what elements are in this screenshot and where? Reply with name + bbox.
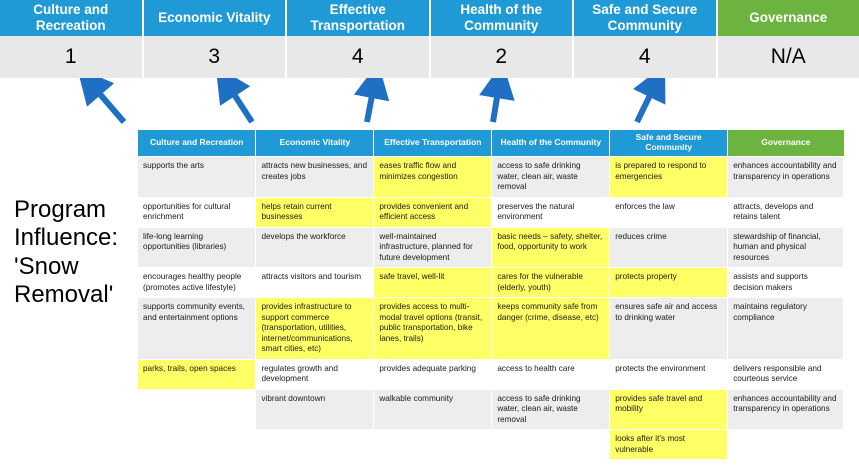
priority-header-row xyxy=(0,0,859,36)
matrix-cell: delivers responsible and courteous service xyxy=(728,359,844,389)
upward-arrow-4 xyxy=(493,85,499,122)
matrix-cell: parks, trails, open spaces xyxy=(138,359,256,389)
table-row xyxy=(138,430,844,460)
matrix-cell: assists and supports decision makers xyxy=(728,268,844,298)
score-effective-transportation: 4 xyxy=(287,36,431,78)
matrix-cell xyxy=(256,430,374,460)
matrix-col-health-of-the-community: Health of the Community xyxy=(492,130,610,157)
matrix-cell xyxy=(492,430,610,460)
score-economic-vitality: 3 xyxy=(144,36,288,78)
matrix-col-economic-vitality: Economic Vitality xyxy=(256,130,374,157)
matrix-cell: provides adequate parking xyxy=(374,359,492,389)
matrix-col-effective-transportation: Effective Transportation xyxy=(374,130,492,157)
matrix-cell: life-long learning opportunities (libraries) xyxy=(138,227,256,268)
matrix-cell: well-maintained infrastructure, planned for future development xyxy=(374,227,492,268)
matrix-header-row xyxy=(138,130,844,157)
matrix-cell: enhances accountability and transparency in operations xyxy=(728,389,844,430)
matrix-cell: is prepared to respond to emergencies xyxy=(610,157,728,198)
matrix-col-culture-and-recreation: Culture and Recreation xyxy=(138,130,256,157)
priority-header-safe-and-secure-community: Safe and Secure Community xyxy=(574,0,718,36)
table-row xyxy=(138,268,844,298)
matrix-cell: supports the arts xyxy=(138,157,256,198)
matrix-cell xyxy=(374,430,492,460)
priority-header-effective-transportation: Effective Transportation xyxy=(287,0,431,36)
matrix-col-safe-and-secure-community: Safe and Secure Community xyxy=(610,130,728,157)
matrix-cell xyxy=(138,389,256,430)
matrix-cell: enhances accountability and transparency in operations xyxy=(728,157,844,198)
matrix-cell: keeps community safe from danger (crime, disease, etc) xyxy=(492,298,610,360)
matrix-cell: provides convenient and efficient access xyxy=(374,197,492,227)
score-safe-and-secure-community: 4 xyxy=(574,36,718,78)
matrix-col-governance: Governance xyxy=(728,130,844,157)
matrix-cell: stewardship of financial, human and physical resources xyxy=(728,227,844,268)
matrix-cell: access to safe drinking water, clean air, waste removal xyxy=(492,157,610,198)
matrix-cell: provides infrastructure to support commerce (transportation, utilities, internet/communications, smart cities, etc) xyxy=(256,298,374,360)
table-row xyxy=(138,157,844,198)
matrix-cell: helps retain current businesses xyxy=(256,197,374,227)
priority-score-row xyxy=(0,36,859,78)
matrix-cell: enforces the law xyxy=(610,197,728,227)
table-row xyxy=(138,389,844,430)
matrix-cell: protects the environment xyxy=(610,359,728,389)
priority-banner xyxy=(0,0,859,78)
matrix-cell xyxy=(138,430,256,460)
upward-arrow-3 xyxy=(367,85,374,122)
matrix-cell: safe travel, well-lit xyxy=(374,268,492,298)
matrix-cell: vibrant downtown xyxy=(256,389,374,430)
matrix-cell: reduces crime xyxy=(610,227,728,268)
matrix-cell: attracts new businesses, and creates jobs xyxy=(256,157,374,198)
matrix-cell: regulates growth and development xyxy=(256,359,374,389)
matrix-cell: develops the workforce xyxy=(256,227,374,268)
matrix-cell xyxy=(728,430,844,460)
matrix-cell: maintains regulatory compliance xyxy=(728,298,844,360)
matrix-body xyxy=(138,157,844,460)
matrix-cell: cares for the vulnerable (elderly, youth) xyxy=(492,268,610,298)
priority-header-governance: Governance xyxy=(718,0,859,36)
matrix-cell: eases traffic flow and minimizes congestion xyxy=(374,157,492,198)
matrix-cell: ensures safe air and access to drinking water xyxy=(610,298,728,360)
score-governance: N/A xyxy=(770,45,806,68)
priority-header-health-of-the-community: Health of the Community xyxy=(431,0,575,36)
priority-header-culture-and-recreation: Culture and Recreation xyxy=(0,0,144,36)
upward-arrow-5 xyxy=(637,85,655,122)
matrix-cell: walkable community xyxy=(374,389,492,430)
matrix-cell: looks after it's most vulnerable xyxy=(610,430,728,460)
upward-arrow-1 xyxy=(92,85,124,122)
priority-header-economic-vitality: Economic Vitality xyxy=(144,0,288,36)
matrix-cell: opportunities for cultural enrichment xyxy=(138,197,256,227)
matrix-cell: attracts visitors and tourism xyxy=(256,268,374,298)
table-row xyxy=(138,359,844,389)
matrix-cell: supports community events, and entertainment options xyxy=(138,298,256,360)
matrix-cell: protects property xyxy=(610,268,728,298)
matrix-cell: encourages healthy people (promotes active lifestyle) xyxy=(138,268,256,298)
table-row xyxy=(138,197,844,227)
outcomes-matrix xyxy=(138,130,844,460)
matrix-cell: preserves the natural environment xyxy=(492,197,610,227)
arrow-group xyxy=(0,78,859,130)
matrix-cell: access to health care xyxy=(492,359,610,389)
matrix-cell: attracts, develops and retains talent xyxy=(728,197,844,227)
upward-arrow-2 xyxy=(228,85,252,122)
program-influence-caption: Program Influence: 'Snow Removal' xyxy=(14,196,119,308)
score-health-of-the-community: 2 xyxy=(431,36,575,78)
score-culture-and-recreation: 1 xyxy=(0,36,144,78)
matrix-cell: basic needs – safety, shelter, food, opportunity to work xyxy=(492,227,610,268)
table-row xyxy=(138,227,844,268)
table-row xyxy=(138,298,844,360)
matrix-cell: provides safe travel and mobility xyxy=(610,389,728,430)
matrix-cell: access to safe drinking water, clean air, waste removal xyxy=(492,389,610,430)
matrix-cell: provides access to multi-modal travel options (transit, public transportation, bike lanes, trails) xyxy=(374,298,492,360)
